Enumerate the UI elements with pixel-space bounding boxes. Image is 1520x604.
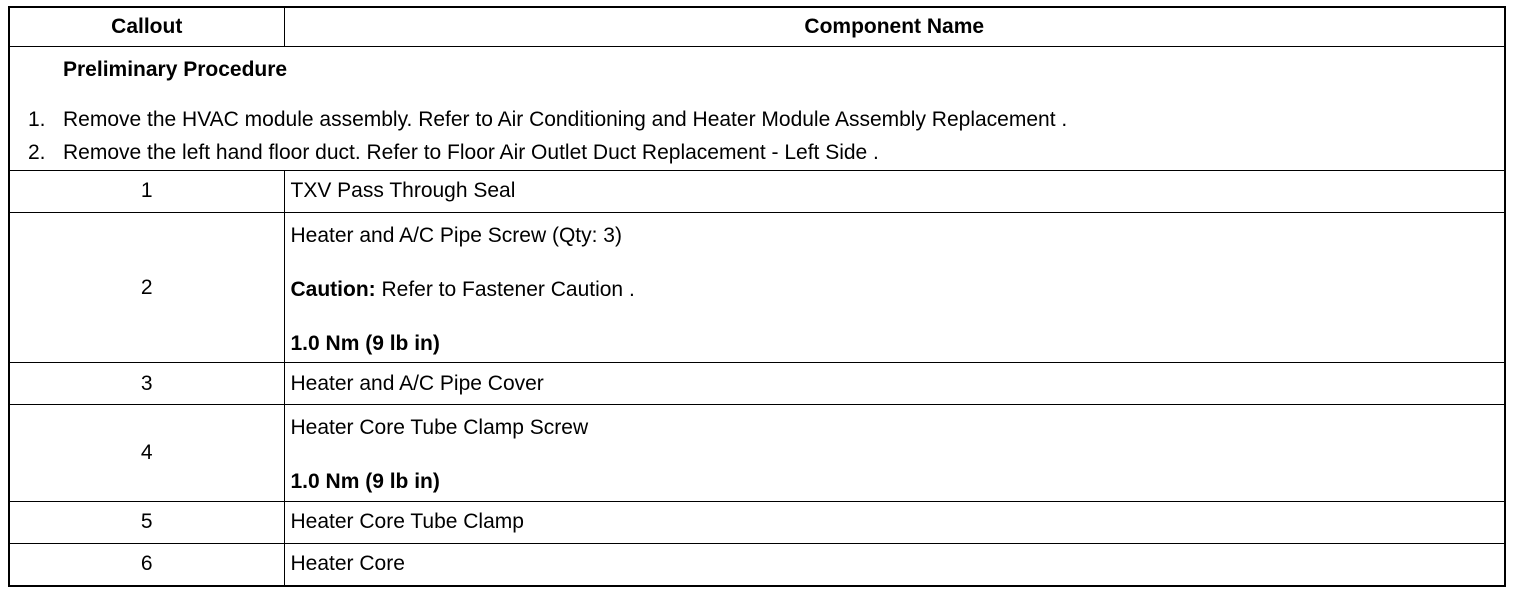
component-name: Heater Core Tube Clamp Screw bbox=[290, 416, 589, 440]
preliminary-procedure-cell bbox=[9, 47, 1505, 171]
component-name-cell: Heater Core bbox=[284, 543, 1505, 586]
component-name-cell: TXV Pass Through Seal bbox=[284, 170, 1505, 212]
caution-note bbox=[291, 277, 1505, 302]
step-number: 1. bbox=[28, 108, 46, 132]
preliminary-procedure-row bbox=[9, 47, 1505, 171]
component-name: Heater and A/C Pipe Screw (Qty: 3) bbox=[290, 223, 622, 247]
table-row bbox=[9, 405, 1505, 501]
callout-cell: 5 bbox=[9, 501, 284, 543]
callout-cell: 6 bbox=[9, 543, 284, 586]
step-number: 2. bbox=[28, 141, 46, 165]
header-callout: Callout bbox=[9, 7, 284, 47]
caution-label: Caution: bbox=[290, 277, 376, 301]
torque-spec: 1.0 Nm (9 lb in) bbox=[290, 331, 440, 355]
table-row bbox=[9, 363, 1505, 405]
torque-spec: 1.0 Nm (9 lb in) bbox=[290, 470, 440, 494]
table-row bbox=[9, 170, 1505, 212]
component-name-cell bbox=[284, 405, 1505, 501]
callout-cell: 2 bbox=[9, 212, 284, 363]
table-row bbox=[9, 501, 1505, 543]
preliminary-step bbox=[28, 107, 1496, 132]
step-text: Remove the HVAC module assembly. Refer to Air Conditioning and Heater Module Assembly Replacement . bbox=[63, 108, 1068, 132]
table-header-row bbox=[9, 7, 1505, 47]
preliminary-step bbox=[28, 140, 1496, 165]
component-name-cell: Heater Core Tube Clamp bbox=[284, 501, 1505, 543]
component-table bbox=[8, 6, 1506, 587]
table-row bbox=[9, 212, 1505, 363]
step-text: Remove the left hand floor duct. Refer to Floor Air Outlet Duct Replacement - Left Side . bbox=[63, 141, 879, 165]
preliminary-procedure-title: Preliminary Procedure bbox=[63, 58, 288, 81]
component-name-cell: Heater and A/C Pipe Cover bbox=[284, 363, 1505, 405]
caution-text: Refer to Fastener Caution . bbox=[375, 277, 635, 301]
component-name-cell bbox=[284, 212, 1505, 363]
callout-cell: 1 bbox=[9, 170, 284, 212]
preliminary-steps-list bbox=[28, 107, 1496, 165]
callout-cell: 3 bbox=[9, 363, 284, 405]
callout-cell: 4 bbox=[9, 405, 284, 501]
header-component-name: Component Name bbox=[284, 7, 1505, 47]
table-row bbox=[9, 543, 1505, 586]
